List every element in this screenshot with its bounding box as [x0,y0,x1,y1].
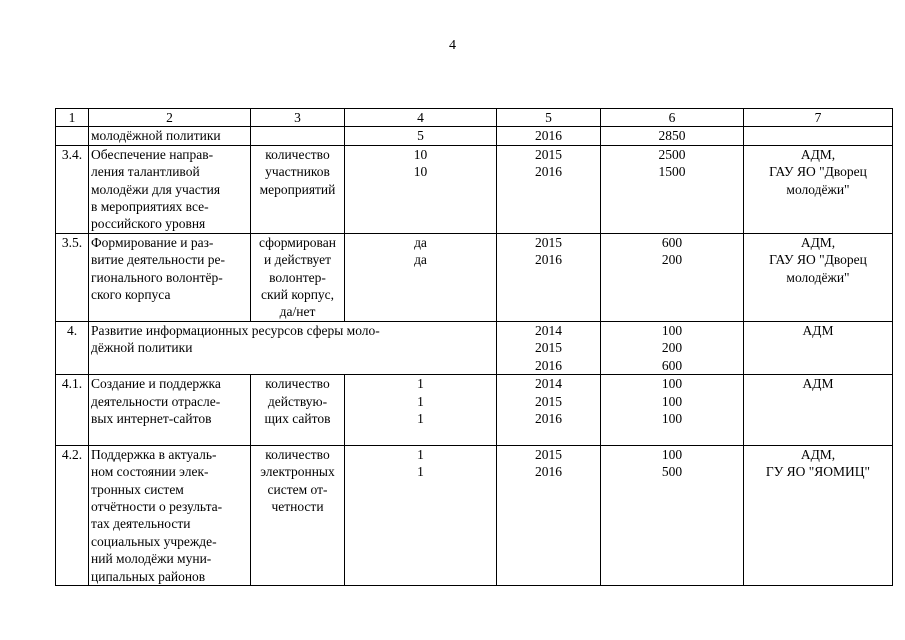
text-line: Развитие информационных ресурсов сферы моло- [91,322,380,338]
text-line: 2016 [535,357,562,373]
text-line: ципальных районов [91,568,206,584]
indicator-values [345,445,497,585]
text-line: 2014 [535,322,562,338]
text-line: да/нет [279,304,316,320]
text-line: 100 [661,446,683,462]
header-cell: 2 [89,109,251,127]
indicator-values [345,127,497,145]
text-line: 2015 [535,393,562,409]
text-line: АДМ, [800,234,836,250]
activity-name [89,145,251,233]
text-line: 2016 [535,164,562,180]
text-line: 100 [661,410,683,426]
text-line: 2015 [535,340,562,356]
executors [744,445,893,585]
text-line: АДМ, [800,146,836,162]
text-line: щих сайтов [264,410,331,426]
text-line: ний молодёжи муни- [91,551,212,567]
text-line: волонтер- [269,269,326,285]
text-line: 2015 [535,234,562,250]
indicator [251,233,345,321]
text-line: электронных [260,464,335,480]
text-line: да [414,234,427,250]
text-line: ном состоянии элек- [91,464,209,480]
text-line: количество [265,376,330,392]
text-line: 2016 [535,410,562,426]
indicator [251,127,345,145]
text-line: тах деятельности [91,516,191,532]
text-line: ского корпуса [91,287,171,303]
years [497,145,601,233]
header-cell: 1 [56,109,89,127]
amounts [601,233,744,321]
table-row [56,145,893,233]
row-number [56,127,89,145]
text-line: тронных систем [91,481,184,497]
text-line: ский корпус, [260,287,335,303]
text-line: деятельности отрасле- [91,393,221,409]
text-line: 1 [417,446,424,462]
text-line: ГАУ ЯО "Дворец [769,164,867,180]
text-line: дёжной политики [91,340,193,356]
text-line: 2016 [535,252,562,268]
text-line: 600 [661,357,683,373]
header-cell: 7 [744,109,893,127]
text-line: количество [265,146,330,162]
text-line: 100 [661,393,683,409]
header-cell: 3 [251,109,345,127]
executors [744,375,893,446]
text-line: систем от- [267,481,328,497]
text-line: молодёжи" [786,181,850,197]
text-line: ГУ ЯО "ЯОМИЦ" [765,464,871,480]
indicator [251,445,345,585]
text-line: сформирован [259,234,336,250]
text-line: молодёжи" [786,269,850,285]
row-number: 4. [56,321,89,374]
amounts [601,145,744,233]
text-line: АДМ [802,322,834,338]
text-line: 1 [417,464,424,480]
text-line: Обеспечение направ- [91,146,214,162]
text-line: 1 [417,410,424,426]
program-table [55,108,893,586]
text-line: Поддержка в актуаль- [91,446,217,462]
table-row [56,375,893,446]
text-line: российского уровня [91,216,206,232]
text-line: мероприятий [259,181,336,197]
text-line: и действует [264,252,331,268]
text-line: 10 [413,146,428,162]
years [497,127,601,145]
activity-name [89,375,251,446]
text-line: участников [265,164,330,180]
table-row [56,127,893,145]
text-line: вых интернет-сайтов [91,410,212,426]
text-line: действую- [267,393,328,409]
row-number: 3.4. [56,145,89,233]
amounts [601,321,744,374]
text-line: Формирование и раз- [91,234,214,250]
years [497,321,601,374]
text-line: витие деятельности ре- [91,252,225,268]
activity-name [89,445,251,585]
executors [744,145,893,233]
header-cell: 5 [497,109,601,127]
row-number: 3.5. [56,233,89,321]
text-line: 600 [661,234,683,250]
amounts [601,375,744,446]
years [497,233,601,321]
header-row [56,109,893,127]
text-line: гионального волонтёр- [91,269,223,285]
text-line: АДМ, [800,446,836,462]
text-line: 200 [661,252,683,268]
executors [744,127,893,145]
text-line: молодёжи для участия [91,181,221,197]
years [497,375,601,446]
text-line: 2014 [535,376,562,392]
text-line: четности [271,498,324,514]
table-row [56,445,893,585]
activity-name [89,127,251,145]
text-line: АДМ [802,376,834,392]
text-line: 100 [661,376,683,392]
text-line: 1 [417,376,424,392]
executors [744,233,893,321]
table-row [56,321,893,374]
text-line: 2016 [535,128,562,144]
text-line: да [414,252,427,268]
text-line: ГАУ ЯО "Дворец [769,252,867,268]
text-line: 100 [661,322,683,338]
text-line: 200 [661,340,683,356]
text-line: ления талантливой [91,164,200,180]
text-line: 1500 [658,164,686,180]
text-line: 2850 [658,128,686,144]
amounts [601,127,744,145]
text-line: количество [265,446,330,462]
indicator [251,375,345,446]
header-cell: 6 [601,109,744,127]
text-line: отчётности о результа- [91,498,223,514]
activity-name [89,233,251,321]
page-number: 4 [449,38,456,53]
indicator-values [345,233,497,321]
row-number: 4.1. [56,375,89,446]
header-cell: 4 [345,109,497,127]
text-line: 2016 [535,464,562,480]
text-line: 2500 [658,146,686,162]
text-line: 1 [417,393,424,409]
text-line: 5 [417,128,424,144]
indicator [251,145,345,233]
text-line: в мероприятиях все- [91,199,209,215]
table-row [56,233,893,321]
text-line: социальных учрежде- [91,533,217,549]
indicator-values [345,145,497,233]
text-line: Создание и поддержка [91,376,221,392]
section-name [89,321,497,374]
text-line: 500 [661,464,683,480]
text-line: 2015 [535,146,562,162]
amounts [601,445,744,585]
text-line: молодёжной политики [91,128,221,144]
years [497,445,601,585]
row-number: 4.2. [56,445,89,585]
indicator-values [345,375,497,446]
blank-line [91,427,248,444]
executors [744,321,893,374]
text-line: 10 [413,164,428,180]
text-line: 2015 [535,446,562,462]
